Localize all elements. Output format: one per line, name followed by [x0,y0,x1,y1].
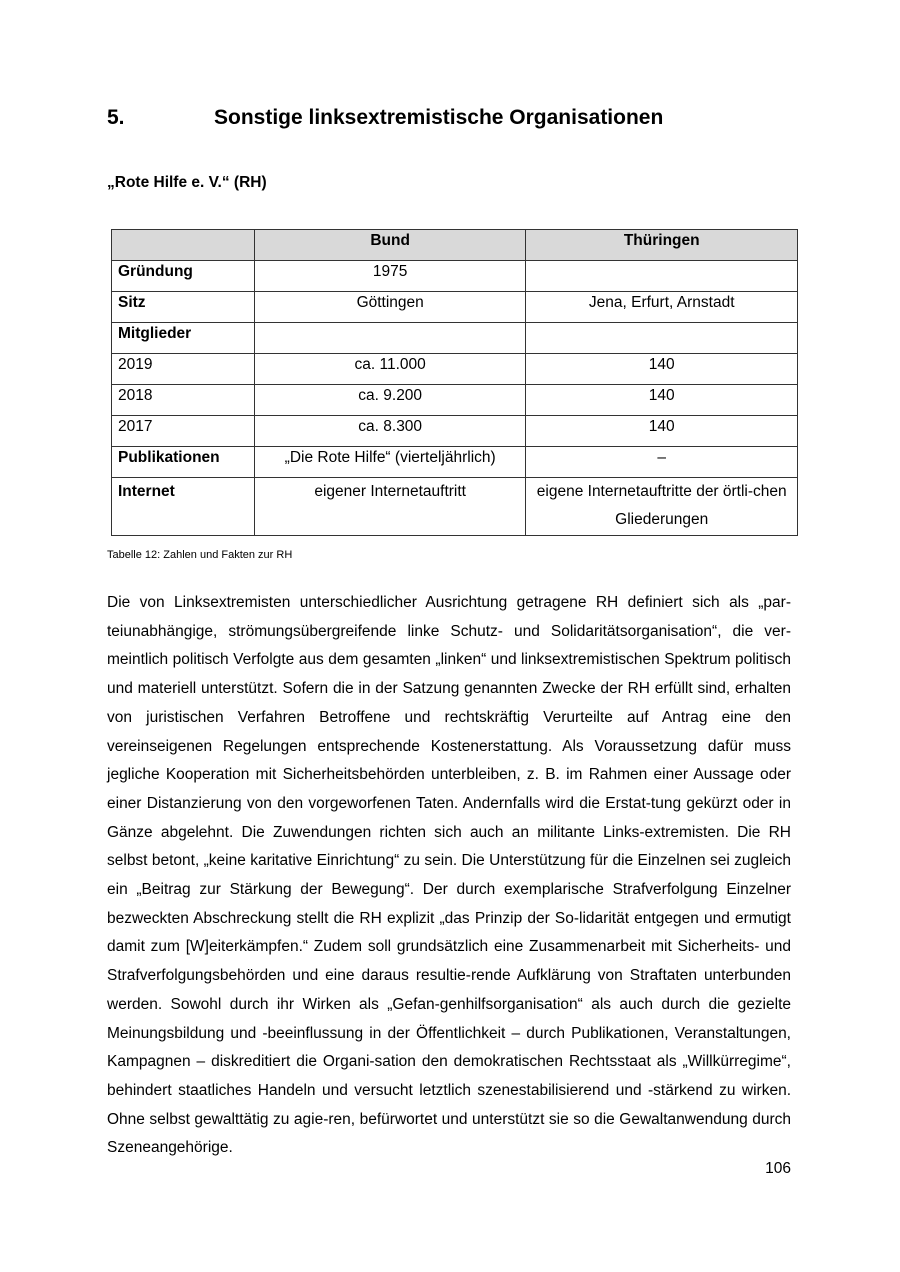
table-row [112,447,798,478]
organisation-heading: „Rote Hilfe e. V.“ (RH) [107,174,267,191]
table-row [112,323,798,354]
cell-thueringen: 140 [526,416,798,447]
cell-thueringen [526,261,798,292]
cell-thueringen: – [526,447,798,478]
cell-bund: eigener Internetauftritt [254,478,526,536]
cell-bund: ca. 11.000 [254,354,526,385]
table-header-thueringen: Thüringen [526,230,798,261]
cell-thueringen: 140 [526,385,798,416]
table-row [112,261,798,292]
cell-bund: „Die Rote Hilfe“ (vierteljährlich) [254,447,526,478]
section-heading [107,106,807,134]
body-paragraph: Die von Linksextremisten unterschiedlicher Ausrichtung getragene RH definiert sich als „par-teiunabhängige, strömungsübergreifende linke Schutz- und Solidaritätsorganisation“, die ver-meintlich politisch Verfolgte aus dem gesamten „linken“ und linksextremistischen Spektrum politisch und materiell unterstützt. Sofern die in der Satzung genannten Zwecke der RH erfüllt sind, erhalten von juristischen Verfahren Betroffene und rechtskräftig Verurteilte auf Antrag eine den vereinseigenen Regelungen entsprechende Kostenerstattung. Als Voraussetzung dafür muss jegliche Kooperation mit Sicherheitsbehörden unterbleiben, z. B. im Rahmen einer Aussage oder einer Distanzierung von den vorgeworfenen Taten. Andernfalls wird die Erstat-tung gekürzt oder in Gänze abgelehnt. Die Zuwendungen richten sich auch an militante Links-extremisten. Die RH selbst betont, „keine karitative Einrichtung“ zu sein. Die Unterstützung für die Einzelnen sei zugleich ein „Beitrag zur Stärkung der Bewegung“. Der durch exemplarische Strafverfolgung Einzelner bezweckten Abschreckung stellt die RH explizit „das Prinzip der So-lidarität entgegen und ermutigt damit zum [W]eiterkämpfen.“ Zudem soll grundsätzlich eine Zusammenarbeit mit Sicherheits- und Strafverfolgungsbehörden und eine daraus resultie-rende Aufklärung von Straftaten unterbunden werden. Sowohl durch ihr Wirken als „Gefan-genhilfsorganisation“ als auch durch die gezielte Meinungsbildung und -beeinflussung in der Öffentlichkeit – durch Publikationen, Veranstaltungen, Kampagnen – diskreditiert die Organi-sation den demokratischen Rechtsstaat als „Willkürregime“, behindert staatliches Handeln und versucht letztlich szenestabilisierend und -stärkend zu wirken. Ohne selbst gewalttätig zu agie-ren, befürwortet und unterstützt sie so die Gewaltanwendung durch Szeneangehörige. [107,594,791,1157]
row-label: Internet [112,478,255,536]
table-header-bund: Bund [254,230,526,261]
table-row [112,354,798,385]
cell-bund: ca. 9.200 [254,385,526,416]
cell-bund [254,323,526,354]
table-header-row [112,230,798,261]
section-number: 5. [107,106,125,129]
table-caption: Tabelle 12: Zahlen und Fakten zur RH [107,549,293,561]
row-label: Publikationen [112,447,255,478]
cell-bund: Göttingen [254,292,526,323]
row-label: 2018 [112,385,255,416]
cell-bund: ca. 8.300 [254,416,526,447]
cell-bund: 1975 [254,261,526,292]
table-row [112,416,798,447]
row-label: Gründung [112,261,255,292]
table-header-empty [112,230,255,261]
cell-thueringen: eigene Internetauftritte der örtli-chen Gliederungen [526,478,798,536]
cell-thueringen [526,323,798,354]
table-row [112,385,798,416]
table-row [112,292,798,323]
row-label: 2019 [112,354,255,385]
row-label: Sitz [112,292,255,323]
cell-thueringen: Jena, Erfurt, Arnstadt [526,292,798,323]
row-label: Mitglieder [112,323,255,354]
cell-thueringen: 140 [526,354,798,385]
section-title: Sonstige linksextremistische Organisationen [214,106,664,129]
row-label: 2017 [112,416,255,447]
table-row [112,478,798,536]
facts-table [111,229,798,536]
page-number: 106 [765,1160,791,1177]
